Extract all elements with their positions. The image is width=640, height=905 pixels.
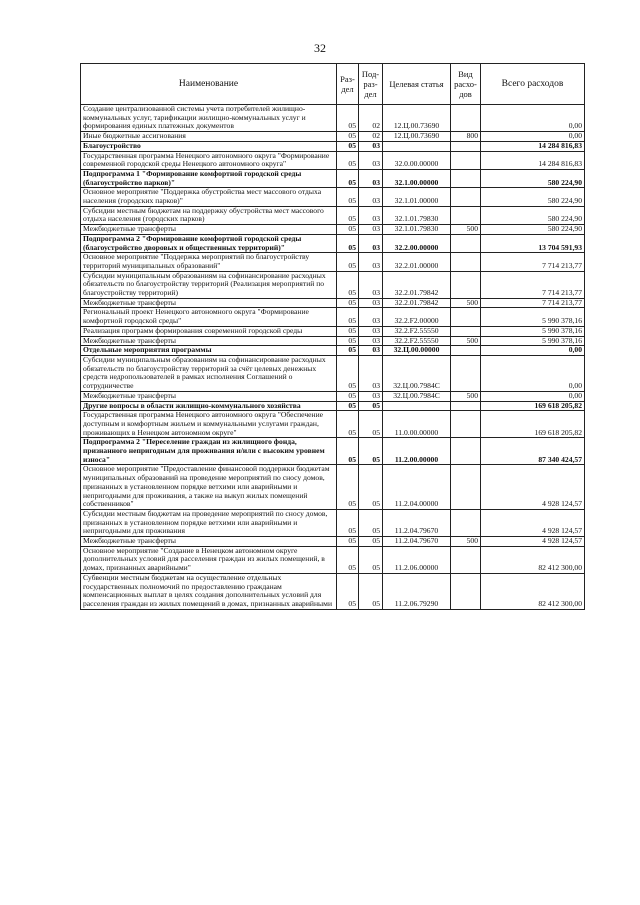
row-razdel: 05 [337,141,359,151]
row-name: Основное мероприятие "Предоставление финансовой поддержки бюджетам муниципальных образований на проведение мероприятий по сносу домов, признанных в установленном порядке ветхими или аварийными и непригодными для проживания, а также на выкуп жилых помещений собственников" [81,465,337,510]
row-total: 0,00 [481,346,585,356]
row-article: 32.1.01.79830 [383,206,451,224]
row-podrazdel: 05 [359,573,383,609]
row-vid: 500 [451,537,481,547]
row-vid [451,509,481,536]
table-row [81,141,585,151]
row-total: 580 224,90 [481,188,585,206]
row-name: Подпрограмма 2 "Формирование комфортной городской среды (благоустройство дворовых и общественных территорий)" [81,234,337,252]
row-vid [451,401,481,411]
row-article: 11.2.04.79670 [383,509,451,536]
row-name: Межбюджетные трансферты [81,298,337,308]
table-row [81,438,585,465]
row-name: Подпрограмма 2 "Переселение граждан из жилищного фонда, признанного непригодным для проживания и/или с высоким уровнем износа" [81,438,337,465]
row-vid [451,346,481,356]
row-podrazdel: 03 [359,336,383,346]
table-row [81,188,585,206]
row-razdel: 05 [337,438,359,465]
row-vid [451,141,481,151]
row-total: 580 224,90 [481,206,585,224]
row-total: 7 714 213,77 [481,271,585,298]
row-podrazdel: 03 [359,151,383,169]
row-name: Благоустройство [81,141,337,151]
table-row [81,537,585,547]
row-vid [451,151,481,169]
row-total: 7 714 213,77 [481,298,585,308]
row-total: 4 928 124,57 [481,465,585,510]
row-name: Субсидии муниципальным образованиям на софинансирование расходных обязательств по благоустройству территорий (Реализация мероприятий по благоустройству территорий) [81,271,337,298]
table-row [81,573,585,609]
row-article: 11.2.04.00000 [383,465,451,510]
row-article: 32.1.01.79830 [383,225,451,235]
row-article [383,401,451,411]
row-podrazdel: 03 [359,326,383,336]
row-name: Межбюджетные трансферты [81,391,337,401]
row-total: 0,00 [481,355,585,391]
row-razdel: 05 [337,326,359,336]
row-vid [451,234,481,252]
table-row [81,132,585,142]
row-vid [451,271,481,298]
row-article: 32.2.F2.00000 [383,308,451,326]
row-article: 32.1.01.00000 [383,188,451,206]
header-razdel: Раз-дел [337,64,359,105]
row-podrazdel: 03 [359,225,383,235]
row-total: 0,00 [481,132,585,142]
row-article: 32.0.00.00000 [383,151,451,169]
row-razdel: 05 [337,401,359,411]
row-name: Межбюджетные трансферты [81,225,337,235]
row-razdel: 05 [337,169,359,187]
table-row [81,465,585,510]
row-total: 5 990 378,16 [481,308,585,326]
row-vid [451,546,481,573]
row-name: Межбюджетные трансферты [81,336,337,346]
row-total: 169 618 205,82 [481,411,585,438]
row-vid [451,105,481,132]
row-total: 7 714 213,77 [481,253,585,271]
row-total: 4 928 124,57 [481,509,585,536]
table-row [81,509,585,536]
row-name: Государственная программа Ненецкого автономного округа "Обеспечение доступным и комфортным жильем и коммунальными услугами граждан, проживающих в Ненецком автономном округе" [81,411,337,438]
row-vid: 500 [451,336,481,346]
row-vid [451,253,481,271]
table-row [81,546,585,573]
table-row [81,105,585,132]
row-article: 32.2.00.00000 [383,234,451,252]
row-vid [451,355,481,391]
row-podrazdel: 03 [359,141,383,151]
row-name: Субвенции местным бюджетам на осуществление отдельных государственных полномочий по предоставлению гражданам компенсационных выплат в целях создания дополнительных условий для расселения граждан из жилых помещений в домах, признанных аварийными [81,573,337,609]
table-row [81,355,585,391]
row-podrazdel: 02 [359,105,383,132]
row-razdel: 05 [337,234,359,252]
header-row [81,64,585,105]
row-name: Основное мероприятие "Поддержка обустройства мест массового отдыха населения (городских парков)" [81,188,337,206]
row-article: 32.2.01.79842 [383,271,451,298]
table-row [81,253,585,271]
row-total: 580 224,90 [481,225,585,235]
row-article: 32.2.F2.55550 [383,336,451,346]
row-article: 32.1.00.00000 [383,169,451,187]
row-article [383,141,451,151]
row-vid [451,438,481,465]
row-name: Другие вопросы в области жилищно-коммунального хозяйства [81,401,337,411]
row-total: 14 284 816,83 [481,141,585,151]
row-total: 5 990 378,16 [481,326,585,336]
row-article: 32.Ц.00.7984С [383,355,451,391]
row-name: Субсидии местным бюджетам на поддержку обустройства мест массового отдыха населения (городских парков) [81,206,337,224]
row-total: 82 412 300,00 [481,546,585,573]
row-razdel: 05 [337,308,359,326]
row-razdel: 05 [337,132,359,142]
budget-table [80,63,585,610]
row-vid: 800 [451,132,481,142]
row-razdel: 05 [337,391,359,401]
row-name: Государственная программа Ненецкого автономного округа "Формирование современной городской среды Ненецкого автономного округа" [81,151,337,169]
row-razdel: 05 [337,298,359,308]
page-number: 32 [314,41,326,55]
row-razdel: 05 [337,206,359,224]
row-name: Отдельные мероприятия программы [81,346,337,356]
header-name: Наименование [81,64,337,105]
header-article: Целевая статья [383,64,451,105]
row-podrazdel: 03 [359,188,383,206]
row-podrazdel: 03 [359,234,383,252]
row-podrazdel: 03 [359,206,383,224]
row-razdel: 05 [337,188,359,206]
row-podrazdel: 03 [359,271,383,298]
header-podrazdel: Под-раз-дел [359,64,383,105]
row-total: 87 340 424,57 [481,438,585,465]
row-podrazdel: 03 [359,346,383,356]
header-vid: Вид расхо-дов [451,64,481,105]
row-article: 32.2.01.00000 [383,253,451,271]
row-total: 0,00 [481,105,585,132]
row-name: Подпрограмма 1 "Формирование комфортной городской среды (благоустройство парков)" [81,169,337,187]
row-razdel: 05 [337,253,359,271]
row-total: 4 928 124,57 [481,537,585,547]
row-podrazdel: 05 [359,401,383,411]
row-vid: 500 [451,391,481,401]
row-name: Создание централизованной системы учета потребителей жилищно-коммунальных услуг, тарификации жилищно-коммунальных услуг и формирования единых платежных документов [81,105,337,132]
row-podrazdel: 03 [359,253,383,271]
table-row [81,411,585,438]
table-row [81,234,585,252]
row-vid [451,308,481,326]
row-razdel: 05 [337,225,359,235]
row-article: 32.2.F2.55550 [383,326,451,336]
row-podrazdel: 05 [359,438,383,465]
row-podrazdel: 03 [359,298,383,308]
row-total: 0,00 [481,391,585,401]
row-razdel: 05 [337,411,359,438]
table-row [81,271,585,298]
row-article: 12.Ц.00.73690 [383,132,451,142]
table-body [81,105,585,610]
row-vid [451,411,481,438]
row-vid [451,465,481,510]
row-podrazdel: 03 [359,169,383,187]
row-podrazdel: 03 [359,391,383,401]
table-row [81,326,585,336]
row-name: Субсидии местным бюджетам на проведение мероприятий по сносу домов, признанных в установленном порядке ветхими или аварийными и непригодными для проживания [81,509,337,536]
row-total: 13 704 591,93 [481,234,585,252]
row-razdel: 05 [337,465,359,510]
table-row [81,206,585,224]
row-razdel: 05 [337,346,359,356]
row-podrazdel: 05 [359,546,383,573]
row-razdel: 05 [337,151,359,169]
row-name: Региональный проект Ненецкого автономного округа "Формирование комфортной городской среды" [81,308,337,326]
row-name: Межбюджетные трансферты [81,537,337,547]
row-vid: 500 [451,225,481,235]
row-vid [451,326,481,336]
row-article: 12.Ц.00.73690 [383,105,451,132]
row-vid [451,188,481,206]
row-total: 82 412 300,00 [481,573,585,609]
row-vid [451,206,481,224]
row-total: 169 618 205,82 [481,401,585,411]
row-total: 14 284 816,83 [481,151,585,169]
row-podrazdel: 05 [359,537,383,547]
row-podrazdel: 05 [359,465,383,510]
row-article: 11.0.00.00000 [383,411,451,438]
row-podrazdel: 02 [359,132,383,142]
row-vid: 500 [451,298,481,308]
row-vid [451,169,481,187]
row-article: 32.Ц.00.7984С [383,391,451,401]
row-article: 11.2.06.00000 [383,546,451,573]
table-row [81,225,585,235]
row-name: Реализация программ формирования современной городской среды [81,326,337,336]
row-razdel: 05 [337,105,359,132]
row-total: 580 224,90 [481,169,585,187]
row-article: 11.2.00.00000 [383,438,451,465]
row-razdel: 05 [337,509,359,536]
table-row [81,308,585,326]
row-podrazdel: 03 [359,308,383,326]
table-row [81,151,585,169]
row-razdel: 05 [337,355,359,391]
row-razdel: 05 [337,546,359,573]
row-article: 32.Ц.00.00000 [383,346,451,356]
row-razdel: 05 [337,537,359,547]
row-podrazdel: 03 [359,355,383,391]
row-article: 32.2.01.79842 [383,298,451,308]
table-row [81,169,585,187]
row-podrazdel: 05 [359,411,383,438]
row-name: Основное мероприятие "Поддержка мероприятий по благоустройству территорий муниципальных образований" [81,253,337,271]
row-name: Субсидии муниципальным образованиям на софинансирование расходных обязательств по благоустройству территорий за счёт целевых денежных средств недропользователей в рамках исполнения Соглашений о сотрудничестве [81,355,337,391]
row-razdel: 05 [337,336,359,346]
row-article: 11.2.06.79290 [383,573,451,609]
table-row [81,391,585,401]
row-razdel: 05 [337,271,359,298]
row-name: Основное мероприятие "Создание в Ненецком автономном округе дополнительных условий для расселения граждан из жилых помещений, в домах, признанных аварийными" [81,546,337,573]
row-name: Иные бюджетные ассигнования [81,132,337,142]
row-article: 11.2.04.79670 [383,537,451,547]
row-total: 5 990 378,16 [481,336,585,346]
row-podrazdel: 05 [359,509,383,536]
row-razdel: 05 [337,573,359,609]
header-total: Всего расходов [481,64,585,105]
row-vid [451,573,481,609]
